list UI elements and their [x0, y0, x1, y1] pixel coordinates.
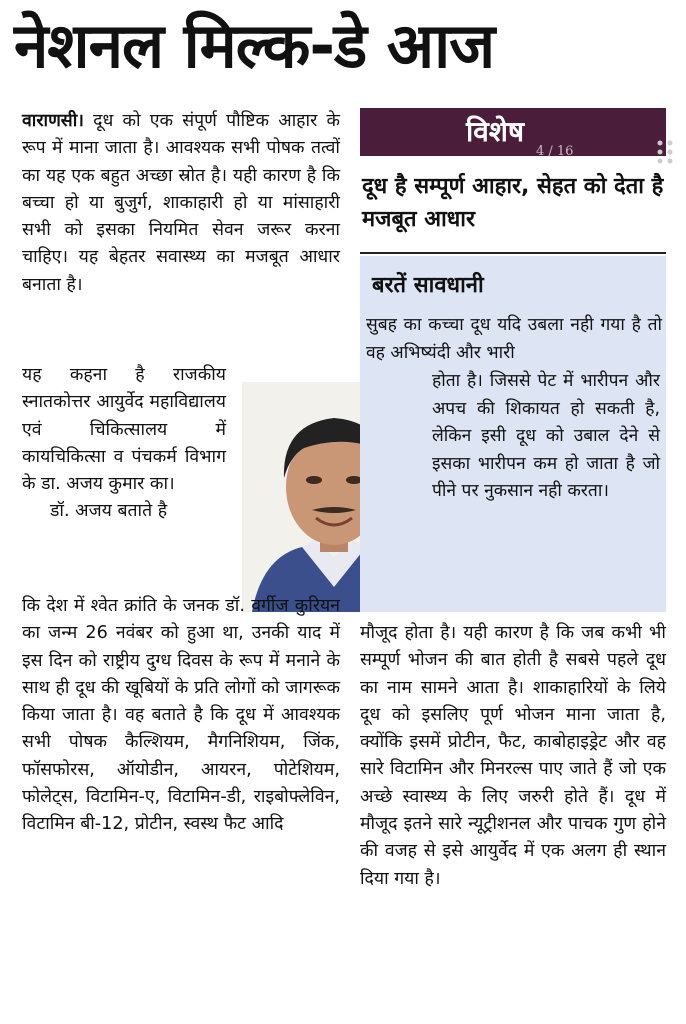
- caution-text-wide: [366, 312, 662, 367]
- dateline: वाराणसी।: [22, 111, 84, 131]
- caution-title: बरतें सावधानी: [372, 273, 484, 298]
- article-attribution: [22, 362, 226, 526]
- article-body-left: [22, 593, 340, 839]
- attribution-text: यह कहना है राजकीय स्नातकोत्तर आयुर्वेद महाविद्यालय एवं चिकित्सालय में कायचिकित्सा व पंचकर्म विभाग के डा. अजय कुमार का।: [22, 365, 226, 495]
- quote-start: डॉ. अजय बताते है: [50, 501, 168, 522]
- intro-text: दूध को एक संपूर्ण पौष्टिक आहार के रूप में माना जाता है। आवश्यक सभी पोषक तत्वों का यह एक बहुत अच्छा स्रोत है। यही कारण है कि बच्चा हो या बुजुर्ग, शाकाहारी हो या मांसाहारी सभी को इसका नियमित सेवन जरूर करना चाहिए। यह बेहतर सवास्थ्य का मजबूत आधार बनाता है।: [22, 111, 340, 295]
- body-left-text: कि देश में श्वेत क्रांति के जनक डॉ. वर्गीज कुरियन का जन्म 26 नवंबर को हुआ था, उनकी याद में इस दिन को राष्ट्रीय दुग्ध दिवस के रूप में मनाने के साथ ही दूध की खूबियों के प्रति लोगों को जागरूक किया जाता है। वह बताते है कि दूध में आवश्यक सभी पोषक कैल्शियम, मैगनिशियम, जिंक, फॉसफोरस, ऑयोडीन, आयरन, पोटेशियम, फोलेट्स, विटामिन-ए, विटामिन-डी, राइबोफ्लेविन, विटामिन बी-12, प्रोटीन, स्वस्थ फैट आदि: [22, 596, 340, 835]
- dots-icon: [654, 138, 678, 166]
- body-right-text: मौजूद होता है। यही कारण है कि जब कभी भी सम्पूर्ण भोजन की बात होती है सबसे पहले दूध का नाम सामने आता है। शाकाहारियों के लिये दूध को इसलिए पूर्ण भोजन माना जाता है, क्योंकि इसमें प्रोटीन, फैट, काबोहाइड्रेट और वह सारे विटामिन और मिनरल्स पाए जाते हैं जो एक अच्छे स्वास्थ्य के लिए जरुरी होते हैं। दूध में मौजूद इतने सारे न्यूट्रीशनल और पाचक गुण होने की वजह से इसे आयुर्वेद में एक अलग ही स्थान दिया गया है।: [360, 623, 666, 889]
- article-intro: [22, 108, 340, 299]
- page-number: 4 / 16: [536, 144, 574, 159]
- caution-text-narrow-content: होता है। जिससे पेट में भारीपन और अपच की शिकायत हो सकती है, लेकिन इसी दूध को उबाल देने से इसका भारीपन कम हो जाता है जो पीने पर नुकसान नही करता।: [432, 371, 660, 501]
- divider: [360, 252, 666, 254]
- caution-text-narrow: [432, 368, 660, 506]
- section-label: विशेष: [466, 115, 525, 148]
- caution-text-wide-content: सुबह का कच्चा दूध यदि उबला नही गया है तो वह अभिष्यंदी और भारी: [366, 315, 662, 363]
- headline: नेशनल मिल्क-डे आज: [14, 9, 495, 82]
- article-body-right: [360, 620, 666, 893]
- subheadline: दूध है सम्पूर्ण आहार, सेहत को देता है मजबूत आधार: [362, 174, 664, 232]
